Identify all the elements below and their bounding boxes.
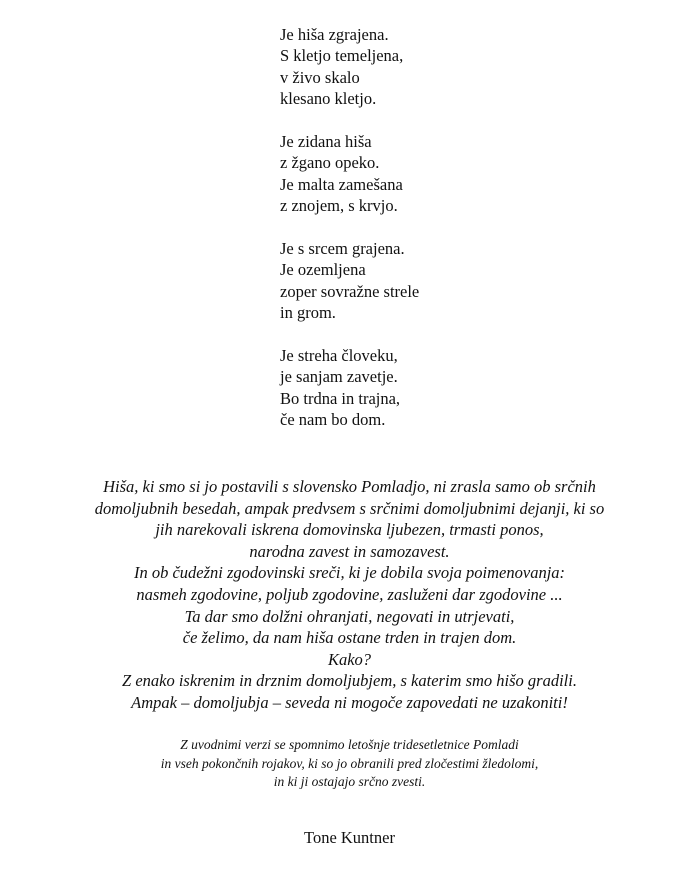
prose-line: In ob čudežni zgodovinski sreči, ki je dobila svoja poimenovanja: [133, 563, 566, 583]
poem-line: je sanjam zavetje. [280, 367, 398, 387]
dedication-line: Z uvodnimi verzi se spomnimo letošnje tridesetletnice Pomladi [180, 737, 519, 752]
author-signature: Tone Kuntner [304, 828, 395, 847]
prose-line: domoljubnih besedah, ampak predvsem s srčnimi domoljubnimi dejanji, ki so [94, 498, 605, 518]
poem-line: in grom. [280, 303, 336, 323]
poem-stanza-2 [280, 131, 540, 217]
poem-stanza-1 [280, 24, 540, 110]
poem-line: v živo skalo [280, 67, 360, 87]
poem-line: zoper sovražne strele [280, 281, 420, 301]
dedication [0, 736, 699, 792]
prose-line: nasmeh zgodovine, poljub zgodovine, zasluženi dar zgodovine ... [136, 584, 563, 604]
poem-line: klesano kletjo. [280, 89, 377, 109]
poem-line: Je streha človeku, [280, 346, 398, 366]
poem-stanza-3 [280, 238, 540, 324]
prose-line: narodna zavest in samozavest. [249, 541, 450, 561]
dedication-line: in ki ji ostajajo srčno zvesti. [273, 774, 426, 789]
poem-line: Je s srcem grajena. [280, 239, 405, 259]
poem-line: Je zidana hiša [280, 132, 372, 152]
prose-line: Z enako iskrenim in drznim domoljubjem, s katerim smo hišo gradili. [122, 671, 577, 691]
poem-line: če nam bo dom. [280, 410, 386, 430]
poem-stanza-4 [280, 345, 540, 431]
dedication-line: in vseh pokončnih rojakov, ki so jo obranili pred zločestimi žledolomi, [160, 755, 539, 771]
prose-line: če želimo, da nam hiša ostane trden in trajen dom. [182, 628, 517, 648]
prose-line: Kako? [327, 649, 372, 669]
prose-line: Hiša, ki smo si jo postavili s slovensko Pomladjo, ni zrasla samo ob srčnih [103, 477, 596, 496]
poem-line: Je ozemljena [280, 260, 366, 280]
prose-line: Ta dar smo dolžni ohranjati, negovati in utrjevati, [184, 606, 515, 626]
poem-line: Je hiša zgrajena. [280, 25, 389, 44]
poem-line: Bo trdna in trajna, [280, 388, 401, 408]
prose-line: jih narekovali iskrena domovinska ljubezen, trmasti ponos, [155, 520, 544, 540]
poem-line: z žgano opeko. [280, 153, 380, 173]
poem-line: z znojem, s krvjo. [280, 196, 398, 216]
prose-line: Ampak – domoljubja – seveda ni mogoče zapovedati ne uzakoniti! [131, 692, 568, 712]
prose-paragraph [0, 476, 699, 714]
poem-line: Je malta zamešana [280, 174, 403, 194]
poem [280, 24, 540, 452]
poem-line: S kletjo temeljena, [280, 46, 404, 66]
